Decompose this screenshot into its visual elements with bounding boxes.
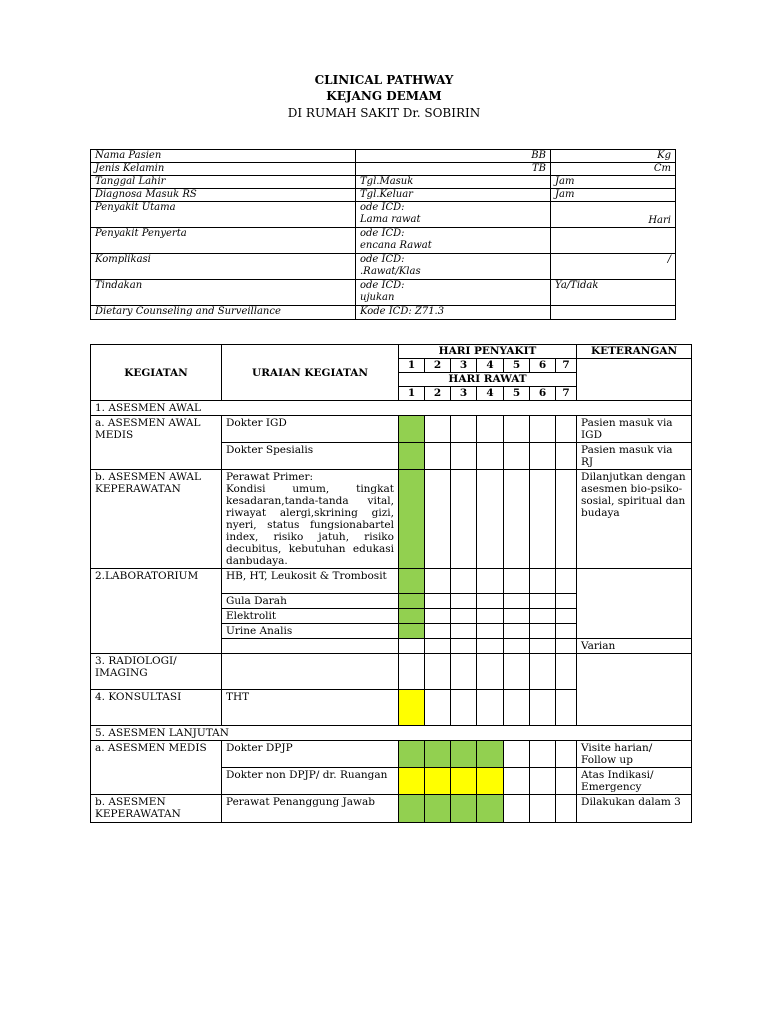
label-kg: Kg	[551, 150, 676, 163]
cell	[425, 690, 451, 726]
uraian-penanggung-jawab: Perawat Penanggung Jawab	[222, 795, 399, 823]
uraian-non-dpjp: Dokter non DPJP/ dr. Ruangan	[222, 768, 399, 795]
uraian-dpjp: Dokter DPJP	[222, 741, 399, 768]
ket-perawat: Dilanjutkan dengan asesmen bio-psiko-sosial, spiritual dan budaya	[577, 470, 692, 569]
cell	[451, 470, 477, 569]
cell-yellow	[399, 768, 425, 795]
cell	[556, 624, 577, 639]
header-kegiatan: KEGIATAN	[91, 345, 222, 401]
keterangan-header-blank	[577, 359, 692, 401]
cell	[425, 416, 451, 443]
cell-yellow	[477, 768, 504, 795]
cell-yellow	[425, 768, 451, 795]
header-keterangan: KETERANGAN	[577, 345, 692, 359]
cell	[451, 624, 477, 639]
cell	[477, 594, 504, 609]
activity-table	[90, 344, 692, 823]
day-4: 4	[477, 359, 504, 373]
hospital-name: DI RUMAH SAKIT Dr. SOBIRIN	[287, 106, 481, 120]
cell	[425, 470, 451, 569]
icd-penyakit-utama	[356, 202, 551, 228]
label-ya-tidak: Ya/Tidak	[551, 280, 676, 306]
rawat-day-4: 4	[477, 387, 504, 401]
cell	[530, 470, 556, 569]
cell	[451, 654, 477, 690]
label-asesmen-medis: a. ASESMEN MEDIS	[91, 741, 222, 795]
cell-green	[451, 795, 477, 823]
cell-green	[399, 470, 425, 569]
cell	[530, 569, 556, 594]
cell	[530, 594, 556, 609]
cell	[425, 654, 451, 690]
cell	[504, 639, 530, 654]
cell	[477, 624, 504, 639]
cell	[556, 416, 577, 443]
cell	[477, 569, 504, 594]
rawat-day-2: 2	[425, 387, 451, 401]
cell	[477, 609, 504, 624]
label-laboratorium: 2.LABORATORIUM	[91, 569, 222, 654]
section-asesmen-awal: 1. ASESMEN AWAL	[91, 401, 692, 416]
label-penyakit-utama: Penyakit Utama	[91, 202, 356, 228]
cell	[477, 654, 504, 690]
label-tb: TB	[356, 163, 551, 176]
cell	[556, 741, 577, 768]
ket-non-dpjp: Atas Indikasi/ Emergency	[577, 768, 692, 795]
header-hari-rawat: HARI RAWAT	[399, 373, 577, 387]
page-title: CLINICAL PATHWAY	[314, 73, 454, 87]
day-7: 7	[556, 359, 577, 373]
uraian-blank	[222, 639, 399, 654]
label-tgl-keluar: Tgl.Keluar	[356, 189, 551, 202]
cell	[504, 569, 530, 594]
uraian-elektrolit: Elektrolit	[222, 609, 399, 624]
uraian-radiologi	[222, 654, 399, 690]
section-asesmen-lanjutan: 5. ASESMEN LANJUTAN	[91, 726, 692, 741]
cell	[425, 624, 451, 639]
cell	[556, 443, 577, 470]
cell-green	[399, 624, 425, 639]
uraian-urine: Urine Analis	[222, 624, 399, 639]
cell	[530, 795, 556, 823]
cell	[556, 470, 577, 569]
cell	[451, 690, 477, 726]
label-nama-pasien: Nama Pasien	[91, 150, 356, 163]
day-3: 3	[451, 359, 477, 373]
cell-green	[399, 416, 425, 443]
cell	[504, 594, 530, 609]
cell-green	[451, 741, 477, 768]
ket-varian: Varian	[577, 639, 692, 654]
cell	[451, 609, 477, 624]
rawat-day-7: 7	[556, 387, 577, 401]
label-asesmen-awal-medis: a. ASESMEN AWAL MEDIS	[91, 416, 222, 470]
cell	[556, 768, 577, 795]
rawat-day-1: 1	[399, 387, 425, 401]
ket-lab-blank	[577, 569, 692, 639]
cell	[530, 690, 556, 726]
label-rencana-rawat: encana Rawat	[360, 240, 432, 251]
cell	[504, 795, 530, 823]
perawat-primer-desc: Kondisi umum, tingkat kesadaran,tanda-tanda vital, riwayat alergi,skrining gizi, nyeri, status fungsionabartel index, risiko jatuh, risiko decubitus, kebutuhan edukasi danbudaya.	[226, 483, 394, 567]
patient-info-table	[90, 149, 676, 320]
label-tanggal-lahir: Tanggal Lahir	[91, 176, 356, 189]
label-cm: Cm	[551, 163, 676, 176]
cell	[556, 795, 577, 823]
icd-label: ode ICD:	[360, 280, 405, 291]
cell-green	[399, 741, 425, 768]
label-slash: /	[551, 254, 676, 280]
cell	[556, 690, 577, 726]
cell	[504, 443, 530, 470]
cell-yellow	[451, 768, 477, 795]
cell	[451, 443, 477, 470]
cell	[425, 569, 451, 594]
cell	[530, 443, 556, 470]
day-1: 1	[399, 359, 425, 373]
cell	[530, 416, 556, 443]
cell	[504, 624, 530, 639]
cell	[477, 690, 504, 726]
cell	[399, 654, 425, 690]
uraian-tht: THT	[222, 690, 399, 726]
ket-dpjp: Visite harian/ Follow up	[577, 741, 692, 768]
cell	[425, 609, 451, 624]
value-rencana-rawat	[551, 228, 676, 254]
uraian-gula-darah: Gula Darah	[222, 594, 399, 609]
icd-penyakit-penyerta	[356, 228, 551, 254]
cell	[504, 654, 530, 690]
cell	[451, 639, 477, 654]
cell	[477, 416, 504, 443]
label-konsultasi: 4. KONSULTASI	[91, 690, 222, 726]
cell	[451, 594, 477, 609]
cell	[477, 443, 504, 470]
label-jam-masuk: Jam	[551, 176, 676, 189]
label-hari: Hari	[551, 202, 676, 228]
ket-penanggung: Dilakukan dalam 3	[577, 795, 692, 823]
page-subtitle: KEJANG DEMAM	[326, 89, 442, 103]
cell	[530, 624, 556, 639]
icd-label: ode ICD:	[360, 202, 405, 213]
header-uraian: URAIAN KEGIATAN	[222, 345, 399, 401]
cell	[504, 416, 530, 443]
cell	[504, 768, 530, 795]
icd-tindakan	[356, 280, 551, 306]
cell-green	[399, 609, 425, 624]
label-lama-rawat: Lama rawat	[360, 214, 421, 225]
cell	[556, 609, 577, 624]
cell	[399, 639, 425, 654]
cell	[530, 654, 556, 690]
day-2: 2	[425, 359, 451, 373]
rawat-day-5: 5	[504, 387, 530, 401]
label-komplikasi: Komplikasi	[91, 254, 356, 280]
ket-rj: Pasien masuk via RJ	[577, 443, 692, 470]
value-dietary	[551, 306, 676, 320]
label-diagnosa: Diagnosa Masuk RS	[91, 189, 356, 202]
cell	[504, 609, 530, 624]
uraian-lab-darah: HB, HT, Leukosit & Trombosit	[222, 569, 399, 594]
cell	[504, 690, 530, 726]
icd-komplikasi	[356, 254, 551, 280]
cell	[451, 569, 477, 594]
cell	[556, 594, 577, 609]
cell-green	[399, 594, 425, 609]
cell-green	[425, 741, 451, 768]
ket-radiologi-blank	[577, 654, 692, 726]
cell-yellow	[399, 690, 425, 726]
cell-green	[425, 795, 451, 823]
cell	[530, 768, 556, 795]
cell-green	[399, 443, 425, 470]
cell	[504, 741, 530, 768]
day-5: 5	[504, 359, 530, 373]
perawat-primer-title: Perawat Primer:	[226, 471, 314, 483]
cell	[451, 416, 477, 443]
cell-green	[477, 741, 504, 768]
rawat-day-3: 3	[451, 387, 477, 401]
label-radiologi: 3. RADIOLOGI/ IMAGING	[91, 654, 222, 690]
cell-green	[477, 795, 504, 823]
uraian-dokter-spesialis: Dokter Spesialis	[222, 443, 399, 470]
label-tgl-masuk: Tgl.Masuk	[356, 176, 551, 189]
label-asesmen-awal-keperawatan: b. ASESMEN AWAL KEPERAWATAN	[91, 470, 222, 569]
label-tindakan: Tindakan	[91, 280, 356, 306]
cell	[556, 569, 577, 594]
label-rawat-klas: .Rawat/Klas	[360, 266, 421, 277]
label-kode-icd: Kode ICD: Z71.3	[356, 306, 551, 320]
cell	[556, 639, 577, 654]
rawat-day-6: 6	[530, 387, 556, 401]
cell	[504, 470, 530, 569]
cell	[530, 639, 556, 654]
day-6: 6	[530, 359, 556, 373]
cell	[556, 654, 577, 690]
cell	[530, 609, 556, 624]
label-dietary: Dietary Counseling and Surveillance	[91, 306, 356, 320]
cell-green	[399, 569, 425, 594]
cell	[477, 639, 504, 654]
icd-label: ode ICD:	[360, 228, 405, 239]
label-bb: BB	[356, 150, 551, 163]
cell	[425, 594, 451, 609]
cell	[425, 443, 451, 470]
label-penyakit-penyerta: Penyakit Penyerta	[91, 228, 356, 254]
label-asesmen-keperawatan: b. ASESMEN KEPERAWATAN	[91, 795, 222, 823]
label-rujukan: ujukan	[360, 292, 395, 303]
header-hari-penyakit: HARI PENYAKIT	[399, 345, 577, 359]
icd-label: ode ICD:	[360, 254, 405, 265]
label-jam-keluar: Jam	[551, 189, 676, 202]
uraian-dokter-igd: Dokter IGD	[222, 416, 399, 443]
cell	[425, 639, 451, 654]
uraian-perawat-primer	[222, 470, 399, 569]
cell-green	[399, 795, 425, 823]
ket-igd: Pasien masuk via IGD	[577, 416, 692, 443]
cell	[530, 741, 556, 768]
cell	[477, 470, 504, 569]
label-jenis-kelamin: Jenis Kelamin	[91, 163, 356, 176]
